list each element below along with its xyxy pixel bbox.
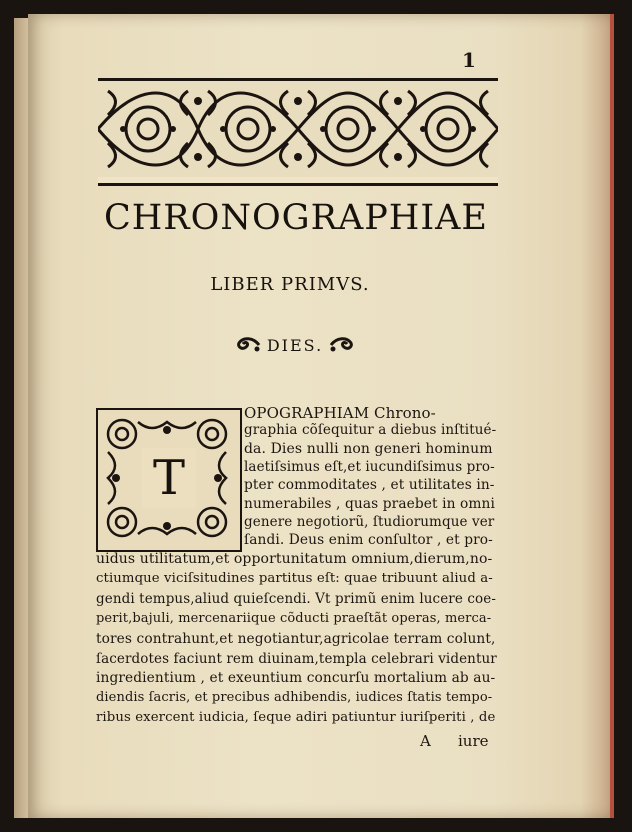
left-fleuron-icon xyxy=(235,336,261,354)
catchword: iure xyxy=(458,732,489,750)
text-line: perit,bajuli, mercenariique cõducti praeſtãt operas, merca- xyxy=(96,610,492,626)
section-heading xyxy=(210,332,380,358)
text-line: ſandi. Deus enim conſultor , et pro- xyxy=(244,532,493,549)
text-line: gendi tempus,aliud quieſcendi. Vt primũ enim lucere coe- xyxy=(96,590,496,607)
section-title: DIES. xyxy=(266,335,324,355)
text-line: ingredientium , et exeuntium concurſu mortalium ab au- xyxy=(96,670,496,687)
headpiece-ornament xyxy=(98,78,498,186)
right-fleuron-icon xyxy=(329,336,355,354)
text-line: laetiſsimus eſt,et iucundiſsimus pro- xyxy=(244,458,495,475)
text-line: ſacerdotes faciunt rem diuinam,templa celebrari videntur xyxy=(96,650,497,667)
signature-mark: A xyxy=(420,732,431,750)
text-line: uidus utilitatum,et opportunitatum omnium,dierum,no- xyxy=(96,551,493,567)
text-line: diendis ſacris, et precibus adhibendis, iudices ſtatis tempo- xyxy=(96,690,493,706)
decorated-initial xyxy=(96,408,242,552)
text-line: pter commoditates , et utilitates in- xyxy=(244,477,495,494)
chapter-title: CHRONOGRAPHIAE xyxy=(104,198,488,238)
text-line: OPOGRAPHIAM Chrono- xyxy=(244,404,436,422)
folio-mark: 1 xyxy=(462,48,476,72)
text-line: da. Dies nulli non generi hominum xyxy=(244,440,493,457)
book-subtitle: LIBER PRIMVS. xyxy=(210,274,370,295)
text-line: numerabiles , quas praebet in omni xyxy=(244,495,495,512)
text-line: tores contrahunt,et negotiantur,agricolae terram colunt, xyxy=(96,630,496,647)
text-line: genere negotiorũ, ſtudiorumque ver xyxy=(244,513,495,530)
text-line: graphia cõſequitur a diebus inſtitué- xyxy=(244,422,497,439)
drop-cap-letter: T xyxy=(142,448,196,508)
headpiece-pattern xyxy=(98,81,498,177)
text-line: ribus exercent iudicia, ſeque adiri patiuntur iuriſperiti , de xyxy=(96,710,496,726)
text-line: ctiumque viciſsitudines partitus eſt: quae tribuunt aliud a- xyxy=(96,570,493,586)
